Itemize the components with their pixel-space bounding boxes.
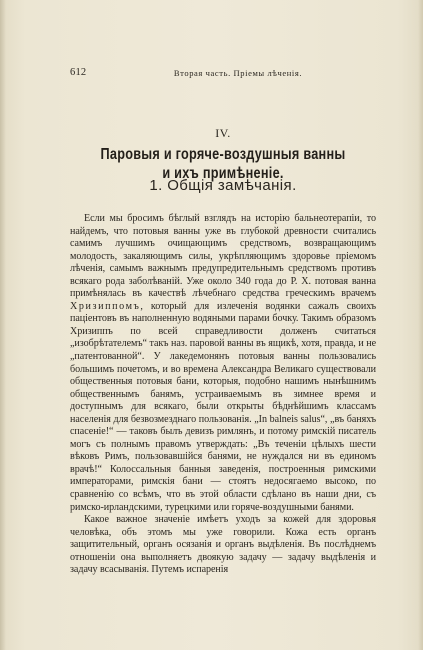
spaced-name: Хризиппомъ — [70, 300, 141, 312]
paragraph — [70, 514, 376, 577]
paragraph-text: Если мы бросимъ бѣглый взглядъ на исторію бальнеотерапіи, то найдемъ, что потовыя ванны уже въ глубокой древности считались самимъ лучшимъ очищающимъ средствомъ, возвращающимъ молодость, закаляющимъ силы, укрѣпляющимъ здоровье пріемомъ лѣченія, самымъ важнымъ предупредительнымъ средствомъ противъ всякаго рода заболѣваній. Уже около 340 года до Р. Х. потовая ванна примѣнялась въ качествѣ лѣчебнаго средства греческимъ врачемъ — [70, 213, 376, 300]
running-header — [70, 66, 376, 80]
running-title: Вторая часть. Пріемы лѣченія. — [173, 68, 303, 78]
body-text — [70, 213, 376, 577]
paragraph — [70, 213, 376, 514]
section-heading: 1. Общія замѣчанія. — [149, 177, 297, 194]
paragraph-text: , который для излеченія водянки сажалъ своихъ паціентовъ въ наполненную водяными парами бочку. Такимъ образомъ Хризиппъ по всей справедливости долженъ считаться „изобрѣтателемъ“ такъ наз. паровой ванны въ ящикѣ, хотя, правда, и не „патентованной“. У лакедемонянъ потовыя ванны пользовались большимъ почетомъ, и во времена Александра Великаго существовали общественныя потовыя бани, которыя, подобно нашимъ нынѣшнимъ общественнымъ банямъ, устраиваемымъ въ зимнее время и доступнымъ для всякаго, были открыты бѣднѣйшимъ классамъ населенія для безвозмезднаго пользованія. „In balneis salus“, „въ баняхъ спасеніе!“ — таковъ былъ девизъ римлянъ, и потому римскій писатель могъ съ полнымъ правомъ утверждать: „Въ теченіи цѣлыхъ шести вѣковъ Римъ, пользовавшійся банями, не нуждался ни въ единомъ врачѣ!“ Колоссальныя банныя заведенія, построенныя римскими императорами, римскія бани — стоятъ недосягаемо высоко, по сравненію со всѣмъ, что въ этой области сдѣлано въ наши дни, съ римско-ирландскими, турецкими или горяче-воздушными банями. — [70, 300, 376, 513]
page-number: 612 — [70, 67, 87, 78]
paragraph-text: Какое важное значеніе имѣетъ уходъ за кожей для здоровья человѣка, объ этомъ мы уже говорили. Кожа есть органъ защитительный, органъ осязанія и органъ выдѣленія. Въ послѣднемъ отношеніи она выполняетъ двоякую задачу — задачу выдѣленія и задачу всасыванія. Путемъ испаренія — [70, 514, 376, 576]
chapter-title: Паровыя и горяче-воздушныя ванны и ихъ примѣненіе. — [100, 146, 346, 182]
chapter-number: IV. — [215, 126, 231, 140]
